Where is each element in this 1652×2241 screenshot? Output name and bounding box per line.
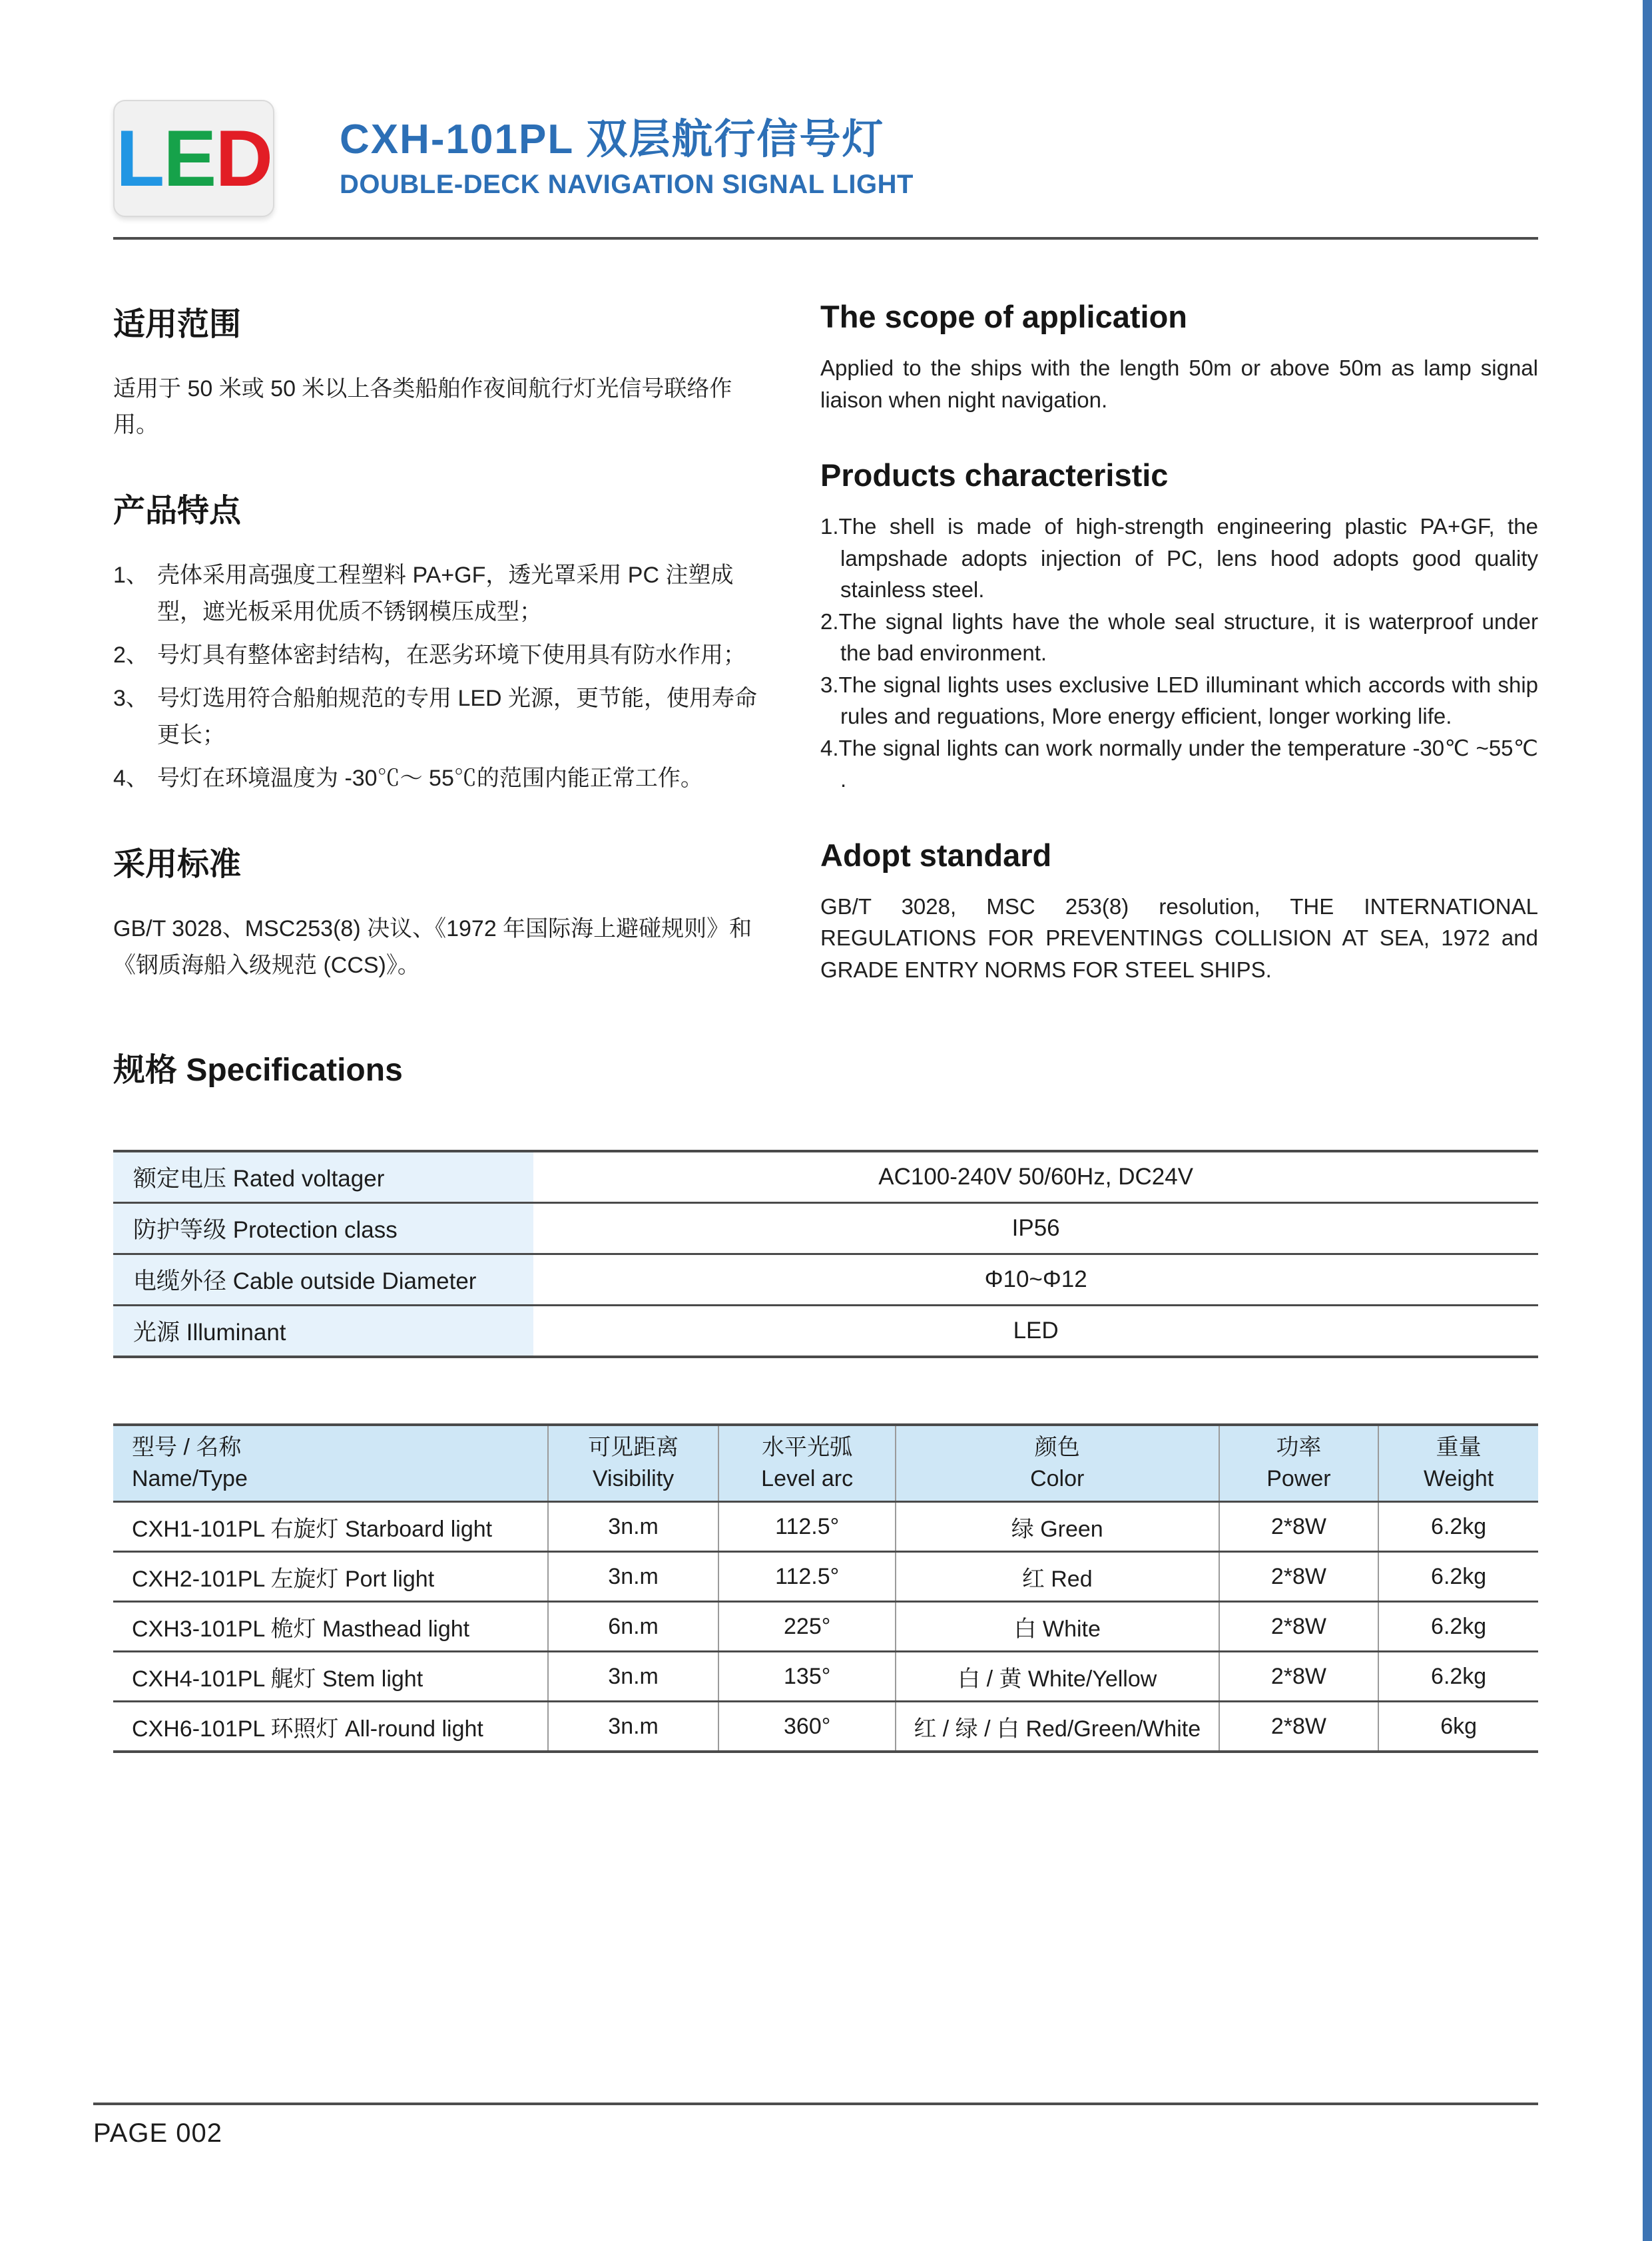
column-header-cn: 重量 bbox=[1436, 1434, 1482, 1460]
spec-value: IP56 bbox=[533, 1203, 1538, 1254]
cell-power: 2*8W bbox=[1219, 1502, 1379, 1552]
page-number: PAGE 002 bbox=[93, 2118, 223, 2148]
cell-visibility: 3n.m bbox=[548, 1652, 719, 1702]
list-item-number: 4. bbox=[820, 735, 839, 760]
header-titles bbox=[340, 117, 914, 199]
cell-color: 绿 Green bbox=[896, 1502, 1219, 1552]
cell-weight: 6kg bbox=[1378, 1702, 1538, 1752]
list-item-number: 2、 bbox=[113, 642, 148, 668]
section-heading: Products characteristic bbox=[820, 457, 1169, 493]
spec-label: 电缆外径 Cable outside Diameter bbox=[113, 1254, 533, 1306]
list-item-text: The signal lights can work normally under the temperature -30℃ ~55℃ . bbox=[838, 735, 1538, 792]
list-item-number: 1、 bbox=[113, 562, 148, 588]
cell-power: 2*8W bbox=[1219, 1652, 1379, 1702]
table-row bbox=[113, 1652, 1538, 1702]
cell-level-arc: 360° bbox=[718, 1702, 895, 1752]
section-standard-en bbox=[820, 837, 1538, 986]
column-header bbox=[896, 1425, 1219, 1502]
list-item bbox=[113, 680, 764, 754]
list-item bbox=[113, 760, 764, 797]
list-item-number: 2. bbox=[820, 609, 839, 634]
page-edge-accent-strip bbox=[1643, 0, 1652, 2241]
cell-visibility: 3n.m bbox=[548, 1552, 719, 1602]
spec-value: LED bbox=[533, 1306, 1538, 1358]
list-item bbox=[820, 606, 1538, 669]
section-paragraph: GB/T 3028, MSC 253(8) resolution, THE INTERNATIONAL REGULATIONS FOR PREVENTINGS COLLISION AT SEA, 1972 and GRADE ENTRY NORMS FOR STEEL SHIPS. bbox=[820, 893, 1538, 982]
spec-value: AC100-240V 50/60Hz, DC24V bbox=[878, 1164, 1194, 1190]
cell-name: CXH4-101PL 艉灯 Stem light bbox=[113, 1652, 548, 1702]
cell-visibility: 6n.m bbox=[548, 1602, 719, 1652]
table-row bbox=[113, 1203, 1538, 1254]
cell-level-arc: 135° bbox=[718, 1652, 895, 1702]
column-header-en: Power bbox=[1266, 1466, 1331, 1492]
column-header bbox=[718, 1425, 895, 1502]
column-header bbox=[1378, 1425, 1538, 1502]
column-english bbox=[820, 298, 1538, 1027]
spec-label: 额定电压 Rated voltager bbox=[113, 1151, 533, 1203]
header-divider bbox=[113, 237, 1538, 240]
page-footer bbox=[93, 2103, 1538, 2148]
cell-power: 2*8W bbox=[1219, 1602, 1379, 1652]
column-chinese bbox=[113, 298, 764, 1027]
led-logo bbox=[113, 100, 274, 217]
column-header bbox=[1219, 1425, 1379, 1502]
cell-name: CXH6-101PL 环照灯 All-round light bbox=[113, 1702, 548, 1752]
cell-name: CXH3-101PL 桅灯 Masthead light bbox=[113, 1602, 548, 1652]
section-paragraph: Applied to the ships with the length 50m or above 50m as lamp signal liaison when night navigation. bbox=[820, 356, 1538, 412]
table-row bbox=[113, 1502, 1538, 1552]
cell-weight: 6.2kg bbox=[1378, 1602, 1538, 1652]
table-header-row bbox=[113, 1425, 1538, 1502]
cell-color: 红 / 绿 / 白 Red/Green/White bbox=[896, 1702, 1219, 1752]
list-item bbox=[820, 511, 1538, 606]
list-item-text: 壳体采用高强度工程塑料 PA+GF，透光罩采用 PC 注塑成型，遮光板采用优质不锈钢模压成型； bbox=[157, 562, 734, 624]
list-item-number: 3、 bbox=[113, 686, 148, 712]
column-header-cn: 可见距离 bbox=[588, 1434, 679, 1460]
cell-name: CXH2-101PL 左旋灯 Port light bbox=[113, 1552, 548, 1602]
column-header bbox=[548, 1425, 719, 1502]
table-row bbox=[113, 1306, 1538, 1358]
list-item-text: 号灯在环境温度为 -30℃～ 55℃的范围内能正常工作。 bbox=[157, 766, 703, 792]
list-item-text: The signal lights uses exclusive LED illuminant which accords with ship rules and reguations, More energy efficient, longer working life. bbox=[838, 672, 1538, 729]
section-heading: The scope of application bbox=[820, 299, 1188, 334]
led-logo-letter-d: D bbox=[215, 114, 272, 203]
list-item-text: The signal lights have the whole seal structure, it is waterproof under the bad environment. bbox=[838, 609, 1538, 666]
spec-table bbox=[113, 1150, 1538, 1358]
section-paragraph: GB/T 3028、MSC253(8) 决议、《1972 年国际海上避碰规则》和《钢质海船入级规范 (CCS)》。 bbox=[113, 916, 752, 978]
section-characteristic-en bbox=[820, 457, 1538, 796]
product-title-en: DOUBLE-DECK NAVIGATION SIGNAL LIGHT bbox=[340, 169, 914, 199]
table-row bbox=[113, 1702, 1538, 1752]
cell-color: 红 Red bbox=[896, 1552, 1219, 1602]
column-header-en: Name/Type bbox=[132, 1466, 248, 1492]
column-header-en: Weight bbox=[1424, 1466, 1494, 1492]
cell-level-arc: 112.5° bbox=[718, 1552, 895, 1602]
list-item-number: 3. bbox=[820, 672, 839, 697]
section-features-cn bbox=[113, 485, 764, 797]
footer-divider bbox=[93, 2103, 1538, 2105]
spec-label: 防护等级 Protection class bbox=[113, 1203, 533, 1254]
section-scope-en bbox=[820, 298, 1538, 415]
cell-color: 白 White bbox=[896, 1602, 1219, 1652]
list-item-text: 号灯选用符合船舶规范的专用 LED 光源，更节能，使用寿命更长； bbox=[157, 686, 758, 748]
table-row bbox=[113, 1602, 1538, 1652]
led-logo-letter-e: E bbox=[163, 114, 216, 203]
body-columns bbox=[113, 298, 1538, 1027]
list-item-number: 1. bbox=[820, 514, 839, 539]
section-paragraph: 适用于 50 米或 50 米以上各类船舶作夜间航行灯光信号联络作用。 bbox=[113, 376, 732, 438]
led-logo-letter-l: L bbox=[115, 114, 164, 203]
column-header-cn: 型号 / 名称 bbox=[132, 1434, 242, 1460]
cell-level-arc: 225° bbox=[718, 1602, 895, 1652]
cell-weight: 6.2kg bbox=[1378, 1502, 1538, 1552]
list-item-text: The shell is made of high-strength engineering plastic PA+GF, the lampshade adopts injection of PC, lens hood adopts good quality stainless steel. bbox=[838, 514, 1538, 603]
cell-visibility: 3n.m bbox=[548, 1702, 719, 1752]
cell-color: 白 / 黄 White/Yellow bbox=[896, 1652, 1219, 1702]
specifications-heading: 规格 Specifications bbox=[113, 1053, 403, 1089]
cell-weight: 6.2kg bbox=[1378, 1552, 1538, 1602]
column-header-cn: 功率 bbox=[1276, 1434, 1322, 1460]
table-row bbox=[113, 1151, 1538, 1203]
list-item-number: 4、 bbox=[113, 766, 148, 792]
section-standard-cn bbox=[113, 838, 764, 983]
table-row bbox=[113, 1254, 1538, 1306]
cell-power: 2*8W bbox=[1219, 1702, 1379, 1752]
column-header-cn: 水平光弧 bbox=[762, 1434, 853, 1460]
spec-label: 光源 Illuminant bbox=[113, 1306, 533, 1358]
cell-weight: 6.2kg bbox=[1378, 1652, 1538, 1702]
models-table bbox=[113, 1423, 1538, 1753]
cell-name: CXH1-101PL 右旋灯 Starboard light bbox=[113, 1502, 548, 1552]
section-heading: 采用标准 bbox=[113, 847, 242, 883]
list-item bbox=[820, 732, 1538, 796]
column-header-en: Level arc bbox=[761, 1466, 854, 1492]
column-header-cn: 颜色 bbox=[1034, 1434, 1080, 1460]
column-header-en: Visibility bbox=[592, 1466, 675, 1492]
spec-value: Φ10~Φ12 bbox=[533, 1254, 1538, 1306]
cell-visibility: 3n.m bbox=[548, 1502, 719, 1552]
cell-power: 2*8W bbox=[1219, 1552, 1379, 1602]
section-heading: 适用范围 bbox=[113, 307, 242, 342]
table-row bbox=[113, 1552, 1538, 1602]
list-item bbox=[113, 557, 764, 630]
cell-level-arc: 112.5° bbox=[718, 1502, 895, 1552]
column-header-en: Color bbox=[1030, 1466, 1085, 1492]
column-header bbox=[113, 1425, 548, 1502]
section-heading: Adopt standard bbox=[820, 837, 1052, 873]
list-item bbox=[113, 637, 764, 674]
section-heading: 产品特点 bbox=[113, 493, 242, 529]
page-header bbox=[113, 0, 1538, 217]
list-item-text: 号灯具有整体密封结构，在恶劣环境下使用具有防水作用； bbox=[157, 642, 746, 668]
section-scope-cn bbox=[113, 298, 764, 443]
product-title-cn: CXH-101PL 双层航行信号灯 bbox=[340, 117, 885, 163]
list-item bbox=[820, 669, 1538, 732]
